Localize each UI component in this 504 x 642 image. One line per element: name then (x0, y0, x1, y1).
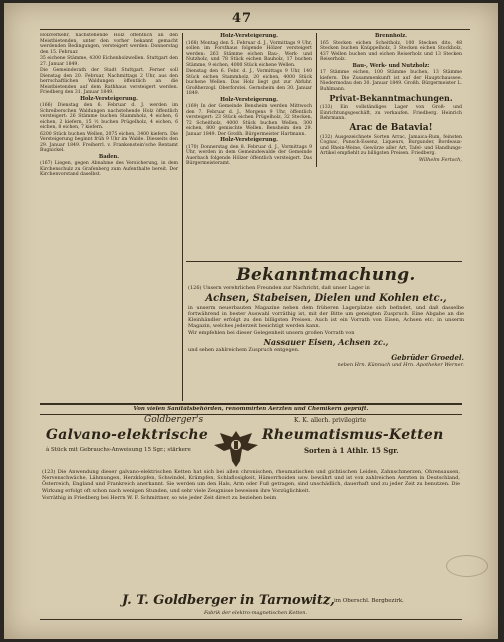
page-number: 47 (232, 11, 253, 26)
column-divider (182, 261, 183, 401)
notice-heading: Holz-Versteigerung. (220, 33, 278, 39)
notice-text: (132) Ausgezeichnete Sorten Arrac, Jamaica-Rum, feinsten Cognac, Punsch-Essenz, Liqueurs, Burgunder, Bordeaux- und Rhein-Weine, Gewürze aller Art, Tafel- und Handlungs-Artikel empfiehlt zu billigsten Preisen. Friedberg. (320, 134, 462, 156)
ad-price-left: à Stück mit Gebrauchs-Anweisung 15 Sgr.; stärkere (46, 447, 191, 453)
notice-text: 35 eichene Stämme, 4300 Eichenholzwellen. Stuttgart den 27. Januar 1849. (40, 56, 178, 67)
signature: Wilhelm Fertsch, (418, 156, 462, 163)
ad-rule (40, 414, 462, 415)
notice-heading: Baden. (98, 153, 120, 160)
ad-footer-sub: Fabrik der elektro-magnetischen Ketten. (204, 610, 308, 616)
notice-text: (166) Dienstag den 6. Februar d. J. werden im Schreiberschen Waldungen nachstehende Holz öffentlich versteigert: 26 Stämme buchen Stammholz, 4 eichen, 6 eichen, 2 kiefern, 15 ½ buchen Prügelholz, 4 eichen, 6 eichen, 8 eichen, 7 kiefern. (40, 103, 178, 130)
signature-sub: neben Hrn. Künnuch und Hrn. Apotheker Werner. (337, 362, 464, 368)
notice-text: Die Gemeinderath der Stadt Stuttgart. Ferner soll Dienstag den 20. Februar, Nachmittags 2 Uhr, aus den herrschaftlichen Waldungen öffentlich an die Meistbietenden auf dem Rathhaus versteigert werden. Friedberg den 31. Januar 1849. (40, 68, 178, 95)
notice-heading: Holz-Versteigerung. (220, 96, 278, 103)
notice-goods: Achsen, Stabeisen, Dielen und Kohlen etc., (205, 293, 447, 304)
notice-text: (133) Ein vollständiges Lager von Groß- und Einrichtungsgeschäft, zu verkaufen. Friedberg. Heinrich Rehrmann. (320, 105, 462, 121)
notice-title: Bekanntmachung. (236, 265, 416, 285)
ad-bottom-rule (40, 619, 462, 620)
ad-title-right: Rheumatismus-Ketten (262, 427, 444, 443)
ad-privilege: K. K. allerh. privilegirte (294, 417, 367, 424)
notice-goods: Nassauer Eisen, Achsen zc., (263, 337, 389, 347)
column-left (40, 33, 178, 403)
ad-footer-place: im Oberschl. Bergbezirk. (334, 598, 404, 604)
notice-text: Wir empfehlen bei dieser Gelegenheit unsern großen Vorrath von (188, 330, 355, 336)
signature: Gebrüder Groedel. (391, 353, 464, 362)
eagle-crest-icon (212, 427, 260, 469)
notice-text: 17 Stämme eichen, 100 Stämme buchen, 13 Stämme kiefern. Die Zusammenkunft ist auf der Hauptchaussee. Niedermodau den 30. Januar 1849. Großh. Bürgermeister L. Buhlmann. (320, 70, 462, 92)
notice-text: (168) Montag den 5. Februar d. J., Vormittags 9 Uhr, sollen im Forsthaus folgende Hölzer versteigert werden: 263 Stämme eichen Bau-, Werk- und Nutzholz, und 78 Stück eichen Bauholz, 17 buchen Stämme, 9 eichen, 4000 Stück eichene Wellen. (186, 40, 312, 68)
notice-text: 165 Stecken eichen Scheitholz, 100 Stecken dito, 48 Stecken buchen Knüppelholz, 3 Stecken eichen Stockholz, 437 Wellen buchen und eichen Reiserholz und 13 Stecken Reiserholz. (320, 40, 462, 62)
column-right (320, 33, 462, 261)
ad-body-text: Vorräthig in Friedberg bei Herrn W. F. Schmittner, so wie jeder Zeit direct zu beziehen beim (42, 494, 277, 501)
ad-price-right: Sorten à 1 Athlr. 15 Sgr. (304, 446, 399, 455)
ad-title: Arac de Batavia! (349, 122, 433, 133)
bekanntmachung-notice (188, 265, 464, 399)
section-heading: Privat-Bekanntmachungen. (329, 93, 453, 103)
notice-text: 6200 Stück buchen Wellen, 2075 eichen, 3400 kiefern. Die Versteigerung beginnt früh 9 Uhr im Walde. Diesseits den 29. Januar 1849. Freiherrl. v. Frankenstein'sche Rentamt Bugnickel. (40, 131, 178, 153)
notice-heading: Bau-, Werk- und Nutzholz: (352, 62, 430, 69)
column-divider (182, 33, 183, 261)
notice-heading: Brennholz. (375, 33, 407, 39)
column-divider (316, 33, 317, 167)
notice-text: Dienstag den 6. Febr. d. J., Vormittags 9 Uhr, 140 Stück eichen Stammholz, 20 eichen, 4000 Stück buchene Wellen. Das Holz liegt gut zur Abfuhr. Großherzogl. Oberforstei. Gernsheim den 30. Januar 1849. (186, 69, 312, 96)
ad-banner: Von vielen Sanitätsbehörden, renommirten Aerzten und Chemikern geprüft. (133, 406, 369, 412)
ad-title-left: Galvano-elektrische (46, 427, 209, 443)
notice-text: (170) Donnerstag den 8. Februar d. J., Vormittags 9 Uhr, werden in dem Gemeindewalde der Gemeinde Auerbach folgende Hölzer öffentlich versteigert. Das Bürgermeisteramt. (186, 144, 312, 166)
ad-maker: Goldberger's (144, 415, 204, 425)
notice-heading: Holz-Versteigerung. (80, 95, 138, 102)
column-middle (186, 33, 312, 261)
library-stamp (446, 555, 488, 577)
header-rule (40, 29, 470, 30)
ad-footer-name: J. T. Goldberger in Tarnowitz, (122, 593, 335, 608)
notice-intro: (126) Unsern verehrlichen Freunden zur Nachricht, daß unser Lager in (188, 285, 370, 291)
notice-heading: Holz-Versteigerung. (220, 137, 278, 143)
ad-body-text: (123) Die Anwendung dieser galvano-elektrischen Ketten hat sich bei allen chronischen, rheumatischen und gichtischen Leiden, Zahnschmerzen, Ohrensausen, Nervenschwäche, Lähmungen, Herzklopfen, Schwindel, Krämpfen, Schlaflosigkeit, Hämorrhoiden usw. bewährt und ist von zahlreichen Aerzten in Deutschland, Österreich, England und Frankreich anerkannt. Sie werden um den Hals, Arm oder Fuß getragen, sind unschädlich, dauerhaft und zu jeder Zeit zu benutzen. Die Wirkung erfolgt oft schon nach wenigen Stunden, und sehr viele Zeugnisse beweisen ihre Vorzüglichkeit. (42, 469, 460, 494)
notice-text: (169) In der Gemeinde Bensheim werden Mittwoch den 7. Februar d. J., Morgens 9 Uhr, öffentlich versteigert: 23 Stück eichen Prügelholz, 32 Stecken, 72 Scheitholz, 4000 Stück buchen Wellen, 300 eichen, 800 gemischte Wellen. Bensheim den 29. Januar 1849. Der Großh. Bürgermeister Hartmann. (186, 104, 312, 137)
notice-text: und sehen zahlreichem Zuspruch entgegen. (188, 347, 300, 353)
notice-rule (186, 261, 462, 262)
ad-top-rule (40, 403, 462, 405)
newspaper-page (4, 3, 498, 639)
notice-text: (167) Liegen, gegen Abnahme des Versicherung, in dem Kirchenschulz zu Grafenberg zum Aufenthalte bereit. Der Kirchenvorstand daselbst. (40, 161, 178, 177)
ad-body (42, 469, 460, 589)
notice-text: in unserm neuerbauten Magazine neben dem früheren Lagerplatze sich befindet, und daß dasselbe fortwährend in bester Auswahl vorräthig ist, mit der Bitte um geneigten Zuspruch. Eine Abgabe an die Kleinhändler erfolgt zu den billigsten Preisen. Auch ist ein Vorrath von Eisen, Achsen etc. in unserm Magazin, welches jederzeit besichtigt werden kann. (188, 305, 464, 329)
notice-text: Holzverkehr, nachstehende Holz öffentlich an den Meistbietenden, unter den vorher bekannt gemacht werdenden Bedingungen, versteigert werden: Donnerstag den 15. Februar. (40, 33, 178, 55)
